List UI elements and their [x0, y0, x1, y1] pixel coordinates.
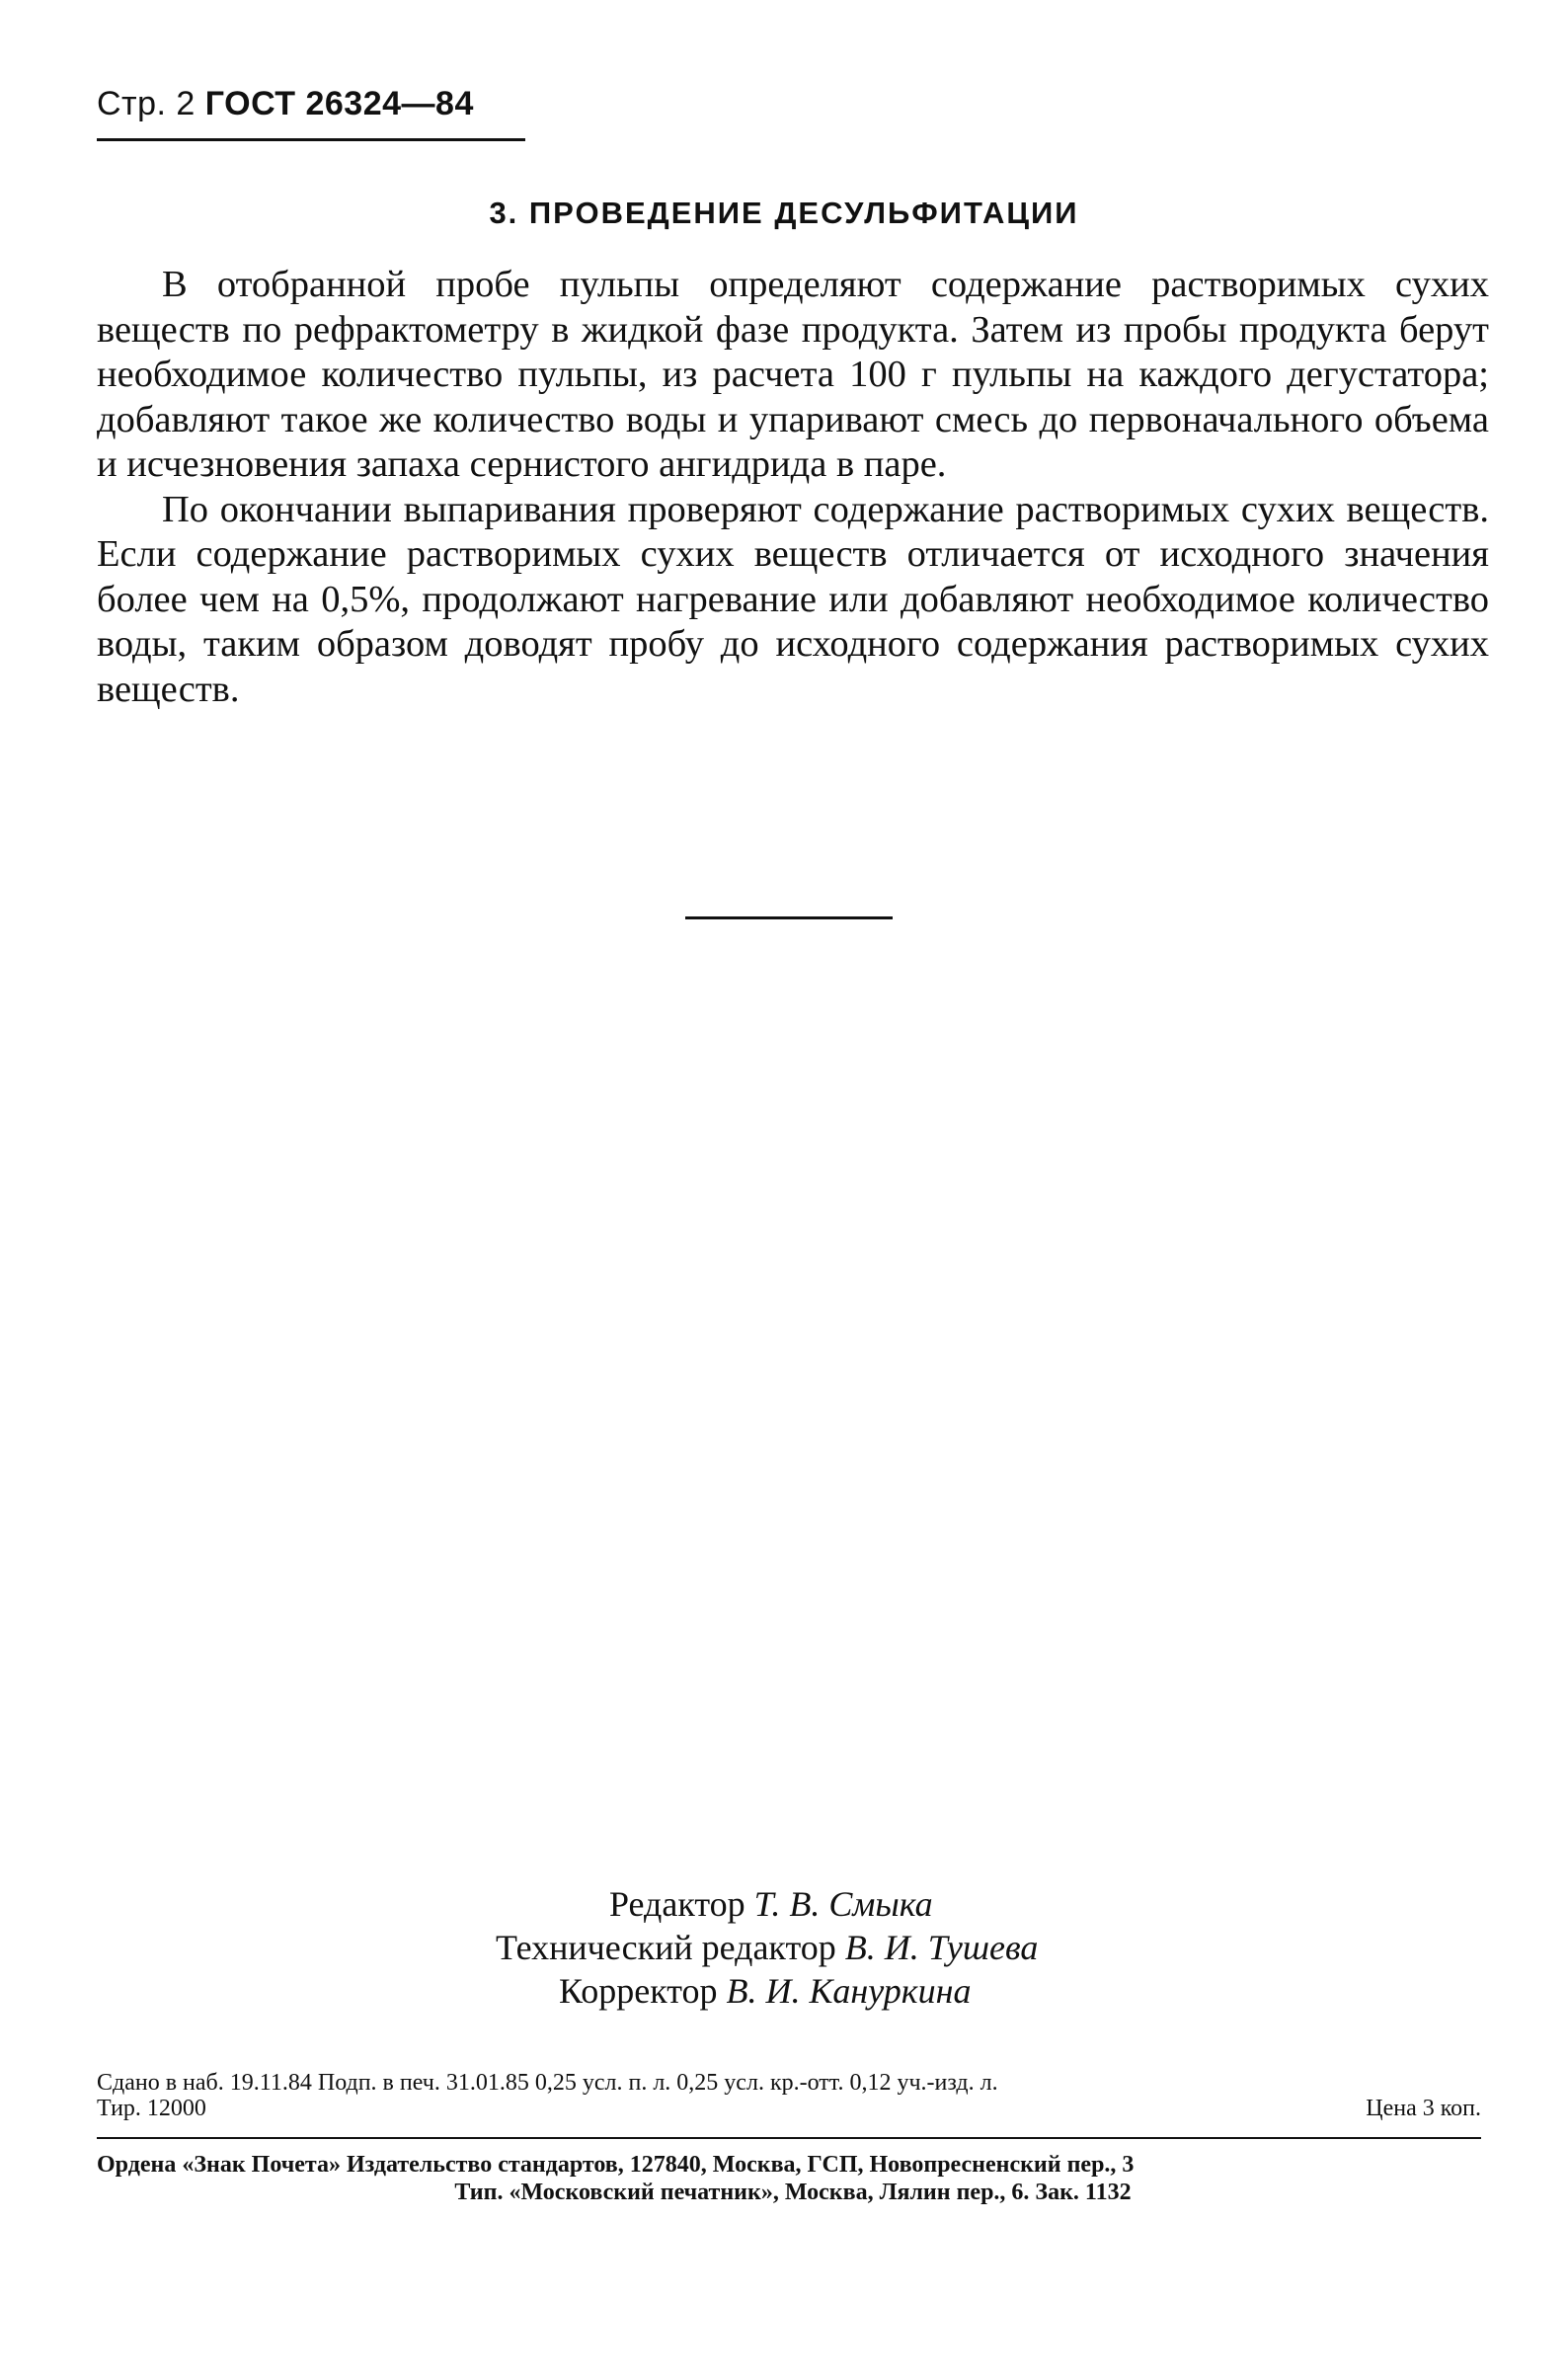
credit-corrector	[0, 1969, 1568, 2013]
publisher-line-2: Тип. «Московский печатник», Москва, Лялин пер., 6. Зак. 1132	[454, 2180, 1132, 2205]
credit-editor	[0, 1882, 1568, 1926]
corrector-name: В. И. Кануркина	[726, 1971, 972, 2011]
tech-editor-name: В. И. Тушева	[844, 1928, 1039, 1967]
paragraph-1: В отобранной пробе пульпы определяют содержание растворимых сухих веществ по рефрактометру в жидкой фазе продукта. Затем из пробы продукта берут необходимое количество пульпы, из расчета 100 г пульпы на каждого дегустатора; добавляют такое же количество воды и упаривают смесь до первоначального объема и исчезновения запаха сернистого ангидрида в паре.	[97, 264, 1489, 485]
credits-block	[0, 1882, 1568, 2013]
print-run: Тир. 12000	[97, 2096, 206, 2121]
section-title: 3. ПРОВЕДЕНИЕ ДЕСУЛЬФИТАЦИИ	[489, 196, 1079, 230]
body-text	[97, 263, 1489, 712]
publisher-block	[97, 2151, 1489, 2206]
imprint-block	[97, 2070, 1481, 2121]
editor-role: Редактор	[609, 1884, 745, 1924]
header-rule	[97, 138, 525, 141]
corrector-role: Корректор	[559, 1971, 718, 2011]
running-header	[97, 85, 474, 123]
separator-rule	[685, 916, 893, 919]
imprint-run-price	[97, 2096, 1481, 2121]
page-label: Стр. 2	[97, 85, 196, 122]
credit-tech-editor	[0, 1926, 1568, 1969]
doc-code: ГОСТ 26324—84	[204, 85, 474, 122]
price: Цена 3 коп.	[1366, 2096, 1481, 2121]
editor-name: Т. В. Смыка	[753, 1884, 933, 1924]
imprint-dates: Сдано в наб. 19.11.84 Подп. в печ. 31.01.85 0,25 усл. п. л. 0,25 усл. кр.-отт. 0,12 уч.-изд. л.	[97, 2070, 998, 2096]
paragraph-2: По окончании выпаривания проверяют содержание растворимых сухих веществ. Если содержание растворимых сухих веществ отличается от исходного значения более чем на 0,5%, продолжают нагревание или добавляют необходимое количество воды, таким образом доводят пробу до исходного содержания растворимых сухих веществ.	[97, 488, 1489, 710]
publisher-line-1: Ордена «Знак Почета» Издательство стандартов, 127840, Москва, ГСП, Новопресненский пер., 3	[97, 2152, 1135, 2178]
tech-editor-role: Технический редактор	[496, 1928, 836, 1967]
imprint-rule	[97, 2137, 1481, 2139]
